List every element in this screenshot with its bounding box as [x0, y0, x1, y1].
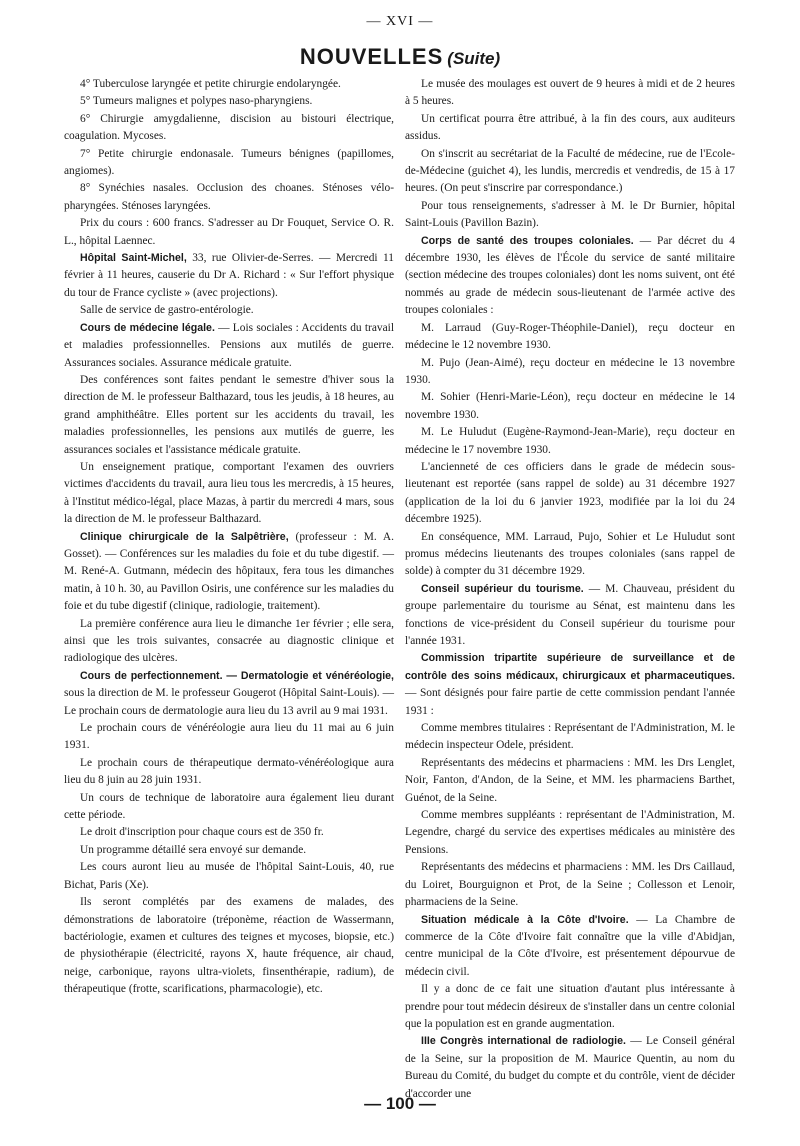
paragraph-text: Salle de service de gastro-entérologie.	[80, 304, 254, 317]
paragraph-lead: Situation médicale à la Côte d'Ivoire.	[421, 913, 629, 926]
page-number-roman: — XVI —	[366, 14, 434, 29]
paragraph-text: Un enseignement pratique, comportant l'examen des ouvriers victimes d'accidents du travail, aura lieu tous les mercredis, à 15 heures, à l'Institut médico-légal, place Mazas, à partir du mercredi 4 mars, sous la direction de M. le professeur Balthazard.	[64, 460, 394, 526]
paragraph	[64, 76, 394, 93]
paragraph-text: (professeur : M. A. Gosset). — Conférences sur les maladies du foie et du tube digestif. — M. René-A. Gutmann, médecin des hôpitaux, fera tous les dimanches matin, à 10 h. 30, au Pavillon Osiris, une conférence sur les maladies du foie et du tube digestif (clinique, radiologie, traitement).	[64, 530, 394, 613]
paragraph-lead: Cours de perfectionnement. — Dermatologie et vénéréologie,	[80, 669, 394, 682]
paragraph	[64, 93, 394, 110]
paragraph-lead: Corps de santé des troupes coloniales.	[421, 234, 634, 247]
paragraph	[64, 372, 394, 459]
paragraph	[405, 529, 735, 581]
paragraph-text: Comme membres titulaires : Représentant de l'Administration, M. le médecin inspecteur Odele, président.	[405, 722, 735, 752]
paragraph-text: Le droit d'inscription pour chaque cours est de 350 fr.	[80, 826, 324, 839]
paragraph-text: Il y a donc de ce fait une situation d'autant plus intéressante à prendre pour tout médecin désireux de s'installer dans un centre colonial que la population est en grande augmentation.	[405, 983, 735, 1030]
paragraph	[405, 720, 735, 755]
paragraph	[64, 842, 394, 859]
paragraph-text: Des conférences sont faites pendant le semestre d'hiver sous la direction de M. le professeur Balthazard, tous les jeudis, à 18 heures, au grand amphithéâtre. Elles portent sur les accidents du travail, les maladies professionnelles, les pensions aux mutilés de guerre, les assurances sociales et l'assistance médicale gratuite.	[64, 373, 394, 456]
paragraph-text: — Par décret du 4 décembre 1930, les élèves de l'École du service de santé militaire (section médecine des troupes coloniales) dont les noms suivent, ont été nommés au grade de médecin sous-lieutenant de l'armée active des troupes coloniales :	[405, 234, 735, 317]
left-column	[64, 76, 394, 999]
paragraph-text: 5° Tumeurs malignes et polypes naso-pharyngiens.	[80, 95, 313, 108]
paragraph	[405, 459, 735, 529]
paragraph	[405, 1033, 735, 1103]
paragraph	[64, 215, 394, 250]
paragraph	[405, 912, 735, 982]
paragraph-text: Prix du cours : 600 francs. S'adresser au Dr Fouquet, Service O. R. L., hôpital Laennec.	[64, 217, 394, 247]
paragraph-text: — Lois sociales : Accidents du travail et maladies professionnelles. Pensions aux mutilés de guerre. Assurances sociales. Assurance médicale gratuite.	[64, 321, 394, 369]
right-column	[405, 76, 735, 1103]
paragraph	[405, 76, 735, 111]
paragraph	[64, 720, 394, 755]
paragraph	[405, 198, 735, 233]
paragraph-text: Représentants des médecins et pharmaciens : MM. les Drs Caillaud, du Loiret, Bourguignon et Prot, de la Seine ; Collesson et Lenoir, pharmaciens de la Seine.	[405, 861, 735, 909]
paragraph	[64, 755, 394, 790]
paragraph	[405, 807, 735, 859]
paragraph	[405, 581, 735, 651]
paragraph-text: On s'inscrit au secrétariat de la Faculté de médecine, rue de l'Ecole-de-Médecine (guichet 4), les lundis, mercredis et vendredis, de 15 à 17 heures. (On peut s'inscrire par correspondance.)	[405, 147, 735, 195]
paragraph-text: — M. Chauveau, président du groupe parlementaire du tourisme au Sénat, est maintenu dans les fonctions de vice-président du Conseil supérieur du tourisme pour l'année 1931.	[405, 582, 735, 647]
paragraph-text: Comme membres suppléants : représentant de l'Administration, M. Legendre, chargé du service des expertises médicales au ministère des Pensions.	[405, 809, 735, 856]
paragraph	[405, 320, 735, 355]
paragraph-text: M. Pujo (Jean-Aimé), reçu docteur en médecine le 13 novembre 1930.	[405, 356, 735, 386]
paragraph	[64, 180, 394, 215]
heading-suffix: (Suite)	[447, 49, 501, 68]
paragraph	[64, 616, 394, 668]
paragraph-text: Un programme détaillé sera envoyé sur demande.	[80, 843, 307, 856]
paragraph-text: Un certificat pourra être attribué, à la fin des cours, aux auditeurs assidus.	[405, 112, 735, 143]
paragraph-lead: IIIe Congrès international de radiologie.	[421, 1035, 626, 1048]
paragraph-text: Les cours auront lieu au musée de l'hôpital Saint-Louis, 40, rue Bichat, Paris (Xe).	[64, 861, 394, 891]
paragraph	[405, 355, 735, 390]
paragraph-text: En conséquence, MM. Larraud, Pujo, Sohier et Le Huludut sont promus médecins lieutenants des troupes coloniales (sans rappel de solde) à compter du 31 décembre 1929.	[405, 530, 735, 578]
paragraph	[405, 424, 735, 459]
paragraph-text: 6° Chirurgie amygdalienne, discision au bistouri électrique, coagulation. Mycoses.	[64, 112, 394, 143]
paragraph-text: Représentants des médecins et pharmaciens : MM. les Drs Lenglet, Noir, Fanton, d'Andon, de la Seine, et MM. les pharmaciens Barthet, Guénot, de la Seine.	[405, 756, 735, 804]
paragraph	[405, 650, 735, 720]
paragraph	[64, 668, 394, 720]
paragraph	[405, 981, 735, 1033]
section-heading	[0, 44, 800, 73]
paragraph-lead: Hôpital Saint-Michel,	[80, 252, 187, 265]
paragraph-lead: Clinique chirurgicale de la Salpêtrière,	[80, 530, 289, 543]
paragraph-text: Un cours de technique de laboratoire aura également lieu durant cette période.	[64, 791, 394, 822]
paragraph-text: 7° Petite chirurgie endonasale. Tumeurs bénignes (papillomes, angiomes).	[64, 147, 394, 178]
paragraph	[64, 302, 394, 319]
paragraph	[405, 859, 735, 911]
paragraph-text: — Sont désignés pour faire partie de cette commission pendant l'année 1931 :	[405, 687, 735, 717]
paragraph-text: 8° Synéchies nasales. Occlusion des choanes. Sténoses vélo-pharyngées. Sténoses laryngées.	[64, 182, 394, 212]
paragraph-text: Pour tous renseignements, s'adresser à M. le Dr Burnier, hôpital Saint-Louis (Pavillon Bazin).	[405, 199, 735, 230]
page-number-footer: — 100 —	[364, 1094, 436, 1113]
paragraph-lead: Cours de médecine légale.	[80, 321, 215, 334]
paragraph-text: M. Larraud (Guy-Roger-Théophile-Daniel), reçu docteur en médecine le 12 novembre 1930.	[405, 321, 735, 352]
paragraph	[405, 755, 735, 807]
paragraph	[64, 859, 394, 894]
paragraph-text: 33, rue Olivier-de-Serres. — Mercredi 11 février à 11 heures, causerie du Dr A. Richard : « Sur l'effort physique du tour de France cycliste » (avec projections).	[64, 252, 394, 299]
paragraph	[64, 459, 394, 529]
paragraph-lead: Commission tripartite supérieure de surveillance et de contrôle des soins médicaux, chirurgicaux et pharmaceutiques.	[405, 652, 735, 682]
paragraph-text: 4° Tuberculose laryngée et petite chirurgie endolaryngée.	[80, 78, 341, 90]
paragraph	[64, 320, 394, 372]
paragraph	[64, 146, 394, 181]
paragraph-lead: Conseil supérieur du tourisme.	[421, 582, 584, 595]
paragraph	[405, 111, 735, 146]
paragraph	[64, 529, 394, 616]
paragraph-text: Le musée des moulages est ouvert de 9 heures à midi et de 2 heures à 5 heures.	[405, 78, 735, 108]
paragraph-text: — Le Conseil général de la Seine, sur la proposition de M. Maurice Quentin, au nom du Bureau du Comité, du budget du compte et du contrôle, vient de décider d'accorder une	[405, 1035, 735, 1100]
paragraph-text: M. Le Huludut (Eugène-Raymond-Jean-Marie), reçu docteur en médecine le 17 novembre 1930.	[405, 426, 735, 456]
paragraph-text: Le prochain cours de vénéréologie aura lieu du 11 mai au 6 juin 1931.	[64, 722, 394, 752]
paragraph-text: L'ancienneté de ces officiers dans le grade de médecin sous-lieutenant est reportée (sans rappel de solde) au 31 décembre 1927 (application de la loi du 6 janvier 1923, modifiée par la loi du 24 décembre 1925).	[405, 460, 735, 526]
paragraph	[405, 389, 735, 424]
paragraph-text: Ils seront complétés par des examens de malades, des démonstrations de laboratoire (tréponème, réaction de Wassermann, bactériologie, examen et cultures des teignes et mycoses, biopsie, etc.) de physiothérapie (électricité, rayons X, haute fréquence, air chaud, neige, carbonique, rayons ultra-violets, finsenthérapie, radium), de thérapeutique (frotte, scarifications, pharmacologie), etc.	[64, 896, 394, 996]
paragraph	[64, 111, 394, 146]
paragraph	[64, 250, 394, 302]
paragraph	[64, 790, 394, 825]
heading-title: NOUVELLES	[299, 44, 444, 69]
paragraph	[405, 146, 735, 198]
paragraph-text: sous la direction de M. le professeur Gougerot (Hôpital Saint-Louis). — Le prochain cours de dermatologie aura lieu du 13 avril au 9 mai 1931.	[64, 687, 394, 717]
paragraph	[64, 894, 394, 998]
paragraph-text: — La Chambre de commerce de la Côte d'Ivoire fait connaître que la ville d'Abidjan, centre municipal de la Côte d'Ivoire, est présentement dépourvue de médecin civil.	[405, 913, 735, 978]
paragraph	[64, 824, 394, 841]
paragraph	[405, 233, 735, 320]
paragraph-text: M. Sohier (Henri-Marie-Léon), reçu docteur en médecine le 14 novembre 1930.	[405, 391, 735, 421]
paragraph-text: La première conférence aura lieu le dimanche 1er février ; elle sera, ainsi que les trois suivantes, consacrée au diagnostic clinique et radiologique des ulcères.	[64, 617, 394, 665]
paragraph-text: Le prochain cours de thérapeutique dermato-vénéréologique aura lieu du 8 juin au 28 juin 1931.	[64, 756, 394, 787]
